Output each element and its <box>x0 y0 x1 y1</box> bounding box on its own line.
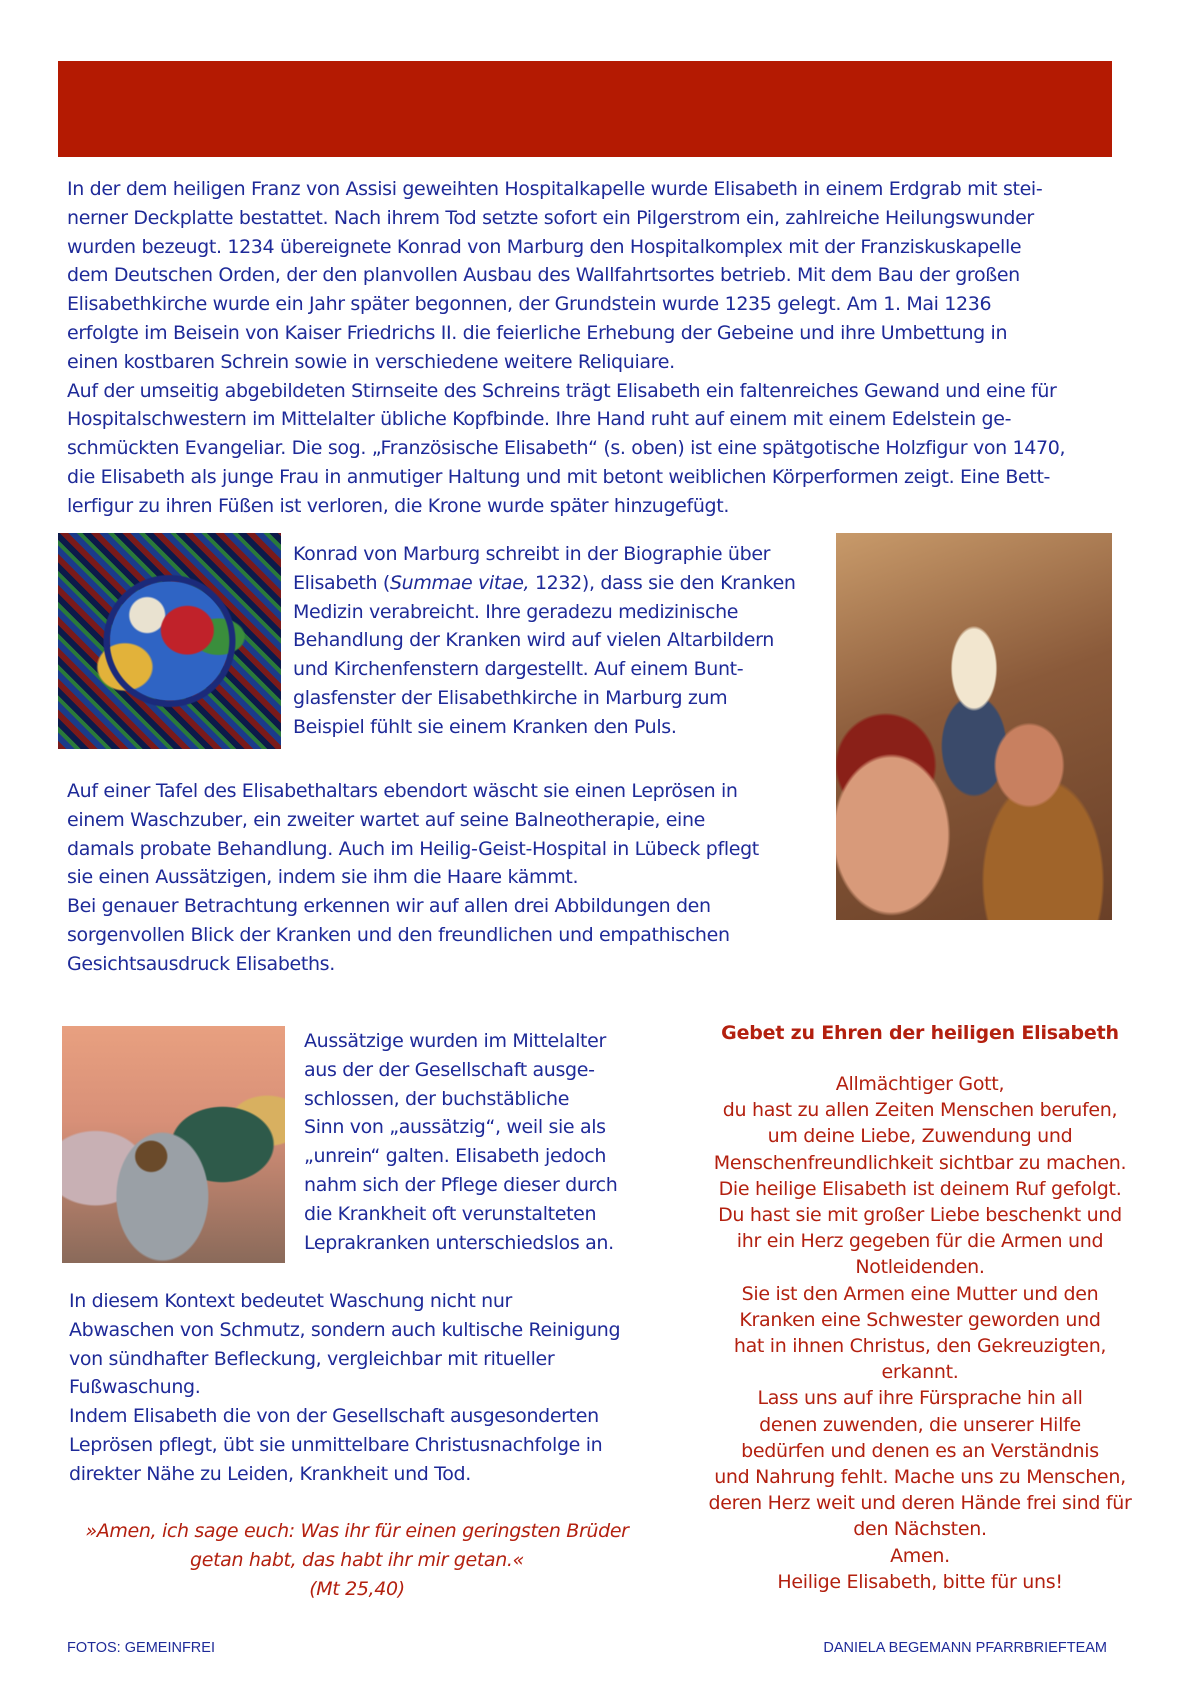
text-line: Die heilige Elisabeth ist deinem Ruf gefolgt. <box>718 1177 1122 1200</box>
text-line: erkannt. <box>881 1361 959 1384</box>
text-line: „unrein“ galten. Elisabeth jedoch <box>304 1145 607 1168</box>
text-line: (Mt 25,40) <box>309 1577 405 1600</box>
text-line: Lass uns auf ihre Fürsprache hin all <box>757 1387 1083 1410</box>
konrad-paragraph <box>293 540 796 742</box>
text-line: Behandlung der Kranken wird auf vielen Altarbildern <box>293 629 774 652</box>
text-line: Hospitalschwestern im Mittelalter übliche Kopfbinde. Ihre Hand ruht auf einem mit einem Edelstein ge- <box>67 408 1012 431</box>
text-line: die Krankheit oft verunstalteten <box>304 1202 597 1225</box>
text-line: glasfenster der Elisabethkirche in Marburg zum <box>293 686 728 709</box>
text-line: direkter Nähe zu Leiden, Krankheit und Tod. <box>69 1462 471 1485</box>
text-line: dem Deutschen Orden, der den planvollen Ausbau des Wallfahrtsortes betrieb. Mit dem Bau der großen <box>67 264 1020 287</box>
text-line: bedürfen und denen es an Verständnis <box>741 1439 1099 1462</box>
text-line: Sie ist den Armen eine Mutter und den <box>741 1282 1099 1305</box>
text-line: Elisabethkirche wurde ein Jahr später begonnen, der Grundstein wurde 1235 gelegt. Am 1. Mai 1236 <box>67 293 992 316</box>
text-line: damals probate Behandlung. Auch im Heilig-Geist-Hospital in Lübeck pflegt <box>67 837 759 860</box>
text-line: Leprakranken unterschiedslos an. <box>304 1231 614 1254</box>
text-line: um deine Liebe, Zuwendung und <box>767 1125 1073 1148</box>
text-line: Sinn von „aussätzig“, weil sie als <box>304 1116 606 1139</box>
text-line: In der dem heiligen Franz von Assisi geweihten Hospitalkapelle wurde Elisabeth in einem Erdgrab mit stei- <box>67 178 1043 200</box>
text-line: schlossen, der buchstäbliche <box>304 1087 570 1110</box>
text-line: sorgenvollen Blick der Kranken und den freundlichen und empathischen <box>67 923 730 946</box>
tafel-paragraph <box>67 777 759 979</box>
prayer-text <box>680 1071 1160 1595</box>
prayer-title: Gebet zu Ehren der heiligen Elisabeth <box>721 1022 1119 1044</box>
text-line: und Kirchenfenstern dargestellt. Auf einem Bunt- <box>293 658 744 681</box>
text-line: In diesem Kontext bedeutet Waschung nicht nur <box>69 1290 512 1312</box>
text-line: Auf der umseitig abgebildeten Stirnseite des Schreins trägt Elisabeth ein faltenreiches Gewand und eine für <box>67 379 1057 402</box>
text-line: den Nächsten. <box>853 1518 987 1541</box>
text-line: Konrad von Marburg schreibt in der Biographie über <box>293 543 771 565</box>
bible-quote <box>77 1517 637 1603</box>
text-line: die Elisabeth als junge Frau in anmutiger Haltung und mit betont weiblichen Körperformen zeigt. Eine Bett- <box>67 465 1051 488</box>
stained-glass-window-image <box>58 533 281 749</box>
text-line: Aussätzige wurden im Mittelalter <box>304 1030 606 1052</box>
text-line: du hast zu allen Zeiten Menschen berufen, <box>722 1099 1118 1122</box>
text-line <box>293 569 796 598</box>
author-credit: DANIELA BEGEMANN PFARRBRIEFTEAM <box>823 1640 1107 1656</box>
text-line: wurden bezeugt. 1234 übereignete Konrad von Marburg den Hospitalkomplex mit der Franziskuskapelle <box>67 235 1022 258</box>
text-line: aus der der Gesellschaft ausge- <box>304 1058 595 1081</box>
text-fragment: Elisabeth ( <box>293 571 390 594</box>
text-line: Allmächtiger Gott, <box>835 1073 1005 1095</box>
text-line: Fußwaschung. <box>69 1376 201 1399</box>
text-line: sie einen Aussätzigen, indem sie ihm die Haare kämmt. <box>67 866 579 889</box>
text-line: getan habt, das habt ihr mir getan.« <box>190 1548 524 1571</box>
text-line: von sündhafter Befleckung, vergleichbar mit ritueller <box>69 1347 555 1370</box>
text-line: ihr ein Herz gegeben für die Armen und <box>736 1230 1104 1253</box>
text-line: Abwaschen von Schmutz, sondern auch kultische Reinigung <box>69 1318 621 1341</box>
text-line: Heilige Elisabeth, bitte für uns! <box>777 1570 1063 1593</box>
text-line: Notleidenden. <box>855 1256 985 1279</box>
text-line: Du hast sie mit großer Liebe beschenkt und <box>718 1204 1122 1227</box>
kontext-paragraph <box>69 1287 620 1489</box>
text-line: hat in ihnen Christus, den Gekreuzigten, <box>733 1335 1107 1358</box>
text-line: Auf einer Tafel des Elisabethaltars ebendort wäscht sie einen Leprösen in <box>67 780 738 802</box>
text-line: deren Herz weit und deren Hände frei sind für <box>708 1492 1132 1515</box>
text-line: nahm sich der Pflege dieser durch <box>304 1173 618 1196</box>
text-line: Bei genauer Betrachtung erkennen wir auf allen drei Abbildungen den <box>67 895 711 918</box>
text-line: Beispiel fühlt sie einem Kranken den Puls. <box>293 715 677 738</box>
text-line: Indem Elisabeth die von der Gesellschaft ausgesonderten <box>69 1405 599 1428</box>
aussaetzige-paragraph <box>304 1027 617 1257</box>
text-line: Menschenfreundlichkeit sichtbar zu machen. <box>713 1151 1127 1174</box>
photo-credits: FOTOS: GEMEINFREI <box>67 1640 215 1656</box>
text-line: erfolgte im Beisein von Kaiser Friedrichs II. die feierliche Erhebung der Gebeine und ihre Umbettung in <box>67 321 1008 344</box>
text-line: einen kostbaren Schrein sowie in verschiedene weitere Reliquiare. <box>67 350 675 373</box>
text-line: schmückten Evangeliar. Die sog. „Französische Elisabeth“ (s. oben) ist eine spätgotische Holzfigur von 1470, <box>67 437 1066 460</box>
elisabeth-bathing-leper-painting <box>836 533 1112 920</box>
text-line: Leprösen pflegt, übt sie unmittelbare Christusnachfolge in <box>69 1433 603 1456</box>
header-red-band <box>58 61 1112 157</box>
konrad-lines <box>293 598 796 742</box>
text-line: und Nahrung fehlt. Mache uns zu Menschen, <box>714 1466 1126 1489</box>
text-line: nerner Deckplatte bestattet. Nach ihrem Tod setzte sofort ein Pilgerstrom ein, zahlreiche Heilungswunder <box>67 206 1034 229</box>
book-title: Summae vitae, <box>389 571 530 594</box>
text-line: denen zuwenden, die unserer Hilfe <box>759 1413 1081 1436</box>
text-line: einem Waschzuber, ein zweiter wartet auf seine Balneotherapie, eine <box>67 808 706 831</box>
text-line: Amen. <box>890 1544 950 1567</box>
text-line: »Amen, ich sage euch: Was ihr für einen geringsten Brüder <box>85 1520 629 1542</box>
text-line: Kranken eine Schwester geworden und <box>739 1308 1101 1331</box>
text-line: Gesichtsausdruck Elisabeths. <box>67 952 335 975</box>
text-line: Medizin verabreicht. Ihre geradezu medizinische <box>293 600 739 623</box>
elisabeth-combing-leper-painting <box>62 1026 285 1263</box>
intro-paragraph <box>67 175 1065 521</box>
text-line: lerfigur zu ihren Füßen ist verloren, die Krone wurde später hinzugefügt. <box>67 494 730 517</box>
text-fragment: 1232), dass sie den Kranken <box>529 571 796 594</box>
